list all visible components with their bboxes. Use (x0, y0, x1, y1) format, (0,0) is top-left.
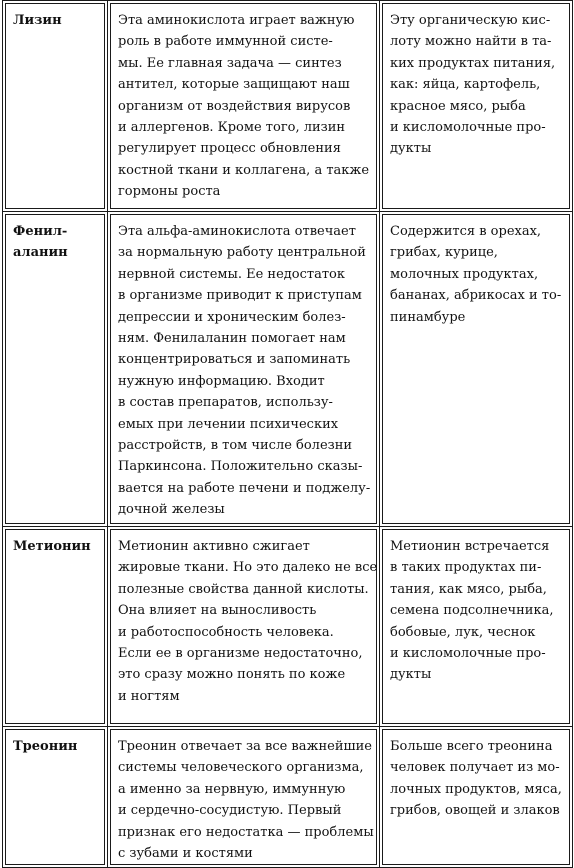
description-line: Эта аминокислота играет важную (118, 13, 355, 28)
food-sources-line: бобовые, лук, чеснок (390, 624, 536, 640)
description-line: концентрироваться и запоминать (118, 352, 351, 368)
food-sources-cell-content (382, 729, 570, 865)
food-sources-line: грибах, курице, (390, 245, 498, 261)
table-row (3, 1, 573, 212)
description-cell-content (110, 214, 377, 524)
description-line: организм от воздействия вирусов (118, 98, 351, 114)
food-sources-line: Больше всего треонина (390, 739, 553, 754)
description-line: Метионин активно сжигает (118, 539, 310, 554)
food-sources-line: Метионин встречается (390, 539, 550, 554)
description-line: депрессии и хроническим болез- (118, 309, 346, 325)
food-sources-line: молочных продуктах, (390, 266, 539, 282)
food-sources-line: тания, как мясо, рыба, (390, 581, 547, 597)
food-sources-line: лочных продуктов, мяса, (390, 781, 562, 797)
table-row (3, 727, 573, 868)
food-sources-cell (380, 1, 573, 212)
description-line: вается на работе печени и поджелу- (118, 480, 371, 496)
description-line: это сразу можно понять по коже (118, 667, 346, 683)
description-line: в состав препаратов, использу- (118, 395, 333, 411)
description-line: нервной системы. Ее недостаток (118, 266, 345, 282)
food-sources-line: человек получает из мо- (390, 760, 560, 776)
table-body (3, 1, 573, 868)
food-sources-line: Содержится в орехах, (390, 224, 542, 239)
description-line: антител, которые защищают наш (118, 77, 350, 93)
description-line: Паркинсона. Положительно сказы- (118, 459, 363, 475)
food-sources-line: красное мясо, рыба (390, 98, 526, 114)
table-row (3, 212, 573, 527)
description-cell (108, 727, 380, 868)
food-sources-line: лоту можно найти в та- (390, 34, 552, 50)
description-line: и аллергенов. Кроме того, лизин (118, 120, 346, 136)
description-line: в организме приводит к приступам (118, 288, 362, 304)
description-cell-content (110, 3, 377, 209)
description-line: и ногтям (118, 688, 180, 704)
description-line: и сердечно-сосудистую. Первый (118, 803, 342, 819)
amino-acid-name-cell-content (5, 729, 105, 865)
description-line: гормоны роста (118, 184, 221, 200)
amino-acid-name-line: Лизин (13, 13, 62, 28)
food-sources-line: дукты (390, 141, 432, 157)
description-line: роль в работе иммунной систе- (118, 34, 333, 50)
food-sources-line: и кисломолочные про- (390, 120, 546, 136)
amino-acid-name-cell-content (5, 3, 105, 209)
amino-acid-name-cell (3, 212, 108, 527)
food-sources-line: бананах, абрикосах и то- (390, 288, 562, 304)
food-sources-line: грибов, овощей и злаков (390, 803, 560, 819)
amino-acid-name-line: аланин (13, 245, 68, 261)
food-sources-line: дукты (390, 667, 432, 683)
description-line: дочной железы (118, 502, 225, 518)
food-sources-line: семена подсолнечника, (390, 603, 554, 619)
description-line: признак его недостатка — проблемы (118, 824, 374, 840)
description-line: регулирует процесс обновления (118, 141, 341, 157)
description-line: жировые ткани. Но это далеко не все (118, 560, 378, 576)
amino-acid-name-cell (3, 1, 108, 212)
description-cell (108, 527, 380, 727)
description-cell-content (110, 529, 377, 724)
amino-acid-table (2, 0, 573, 868)
description-line: нужную информацию. Входит (118, 373, 325, 389)
description-line: с зубами и костями (118, 846, 253, 862)
description-line: емых при лечении психических (118, 416, 339, 432)
amino-acid-name-cell (3, 727, 108, 868)
description-line: Треонин отвечает за все важнейшие (118, 739, 372, 754)
food-sources-line: ких продуктах питания, (390, 55, 556, 71)
description-line: и работоспособность человека. (118, 624, 334, 640)
table-row (3, 527, 573, 727)
food-sources-cell-content (382, 214, 570, 524)
description-cell-content (110, 729, 377, 865)
food-sources-line: как: яйца, картофель, (390, 77, 541, 93)
description-line: за нормальную работу центральной (118, 245, 366, 261)
food-sources-line: и кисломолочные про- (390, 646, 546, 662)
description-line: расстройств, в том числе болезни (118, 438, 353, 454)
description-line: Она влияет на выносливость (118, 603, 317, 619)
food-sources-cell (380, 727, 573, 868)
food-sources-cell (380, 212, 573, 527)
description-line: а именно за нервную, иммунную (118, 781, 346, 797)
amino-acid-name-line: Треонин (13, 739, 78, 754)
description-line: костной ткани и коллагена, а также (118, 162, 370, 178)
food-sources-cell (380, 527, 573, 727)
food-sources-cell-content (382, 529, 570, 724)
description-cell (108, 1, 380, 212)
food-sources-cell-content (382, 3, 570, 209)
description-line: мы. Ее главная задача — синтез (118, 55, 342, 71)
food-sources-line: пинамбуре (390, 309, 466, 325)
amino-acid-name-line: Фенил- (13, 224, 68, 239)
description-cell (108, 212, 380, 527)
description-line: полезные свойства данной кислоты. (118, 581, 369, 597)
amino-acid-name-cell-content (5, 214, 105, 524)
description-line: системы человеческого организма, (118, 760, 364, 776)
amino-acid-name-cell-content (5, 529, 105, 724)
food-sources-line: в таких продуктах пи- (390, 560, 542, 576)
description-line: Эта альфа-аминокислота отвечает (118, 224, 356, 239)
amino-acid-name-line: Метионин (13, 539, 91, 554)
food-sources-line: Эту органическую кис- (390, 13, 551, 28)
description-line: Если ее в организме недостаточно, (118, 646, 363, 662)
amino-acid-name-cell (3, 527, 108, 727)
description-line: ням. Фенилаланин помогает нам (118, 331, 346, 347)
